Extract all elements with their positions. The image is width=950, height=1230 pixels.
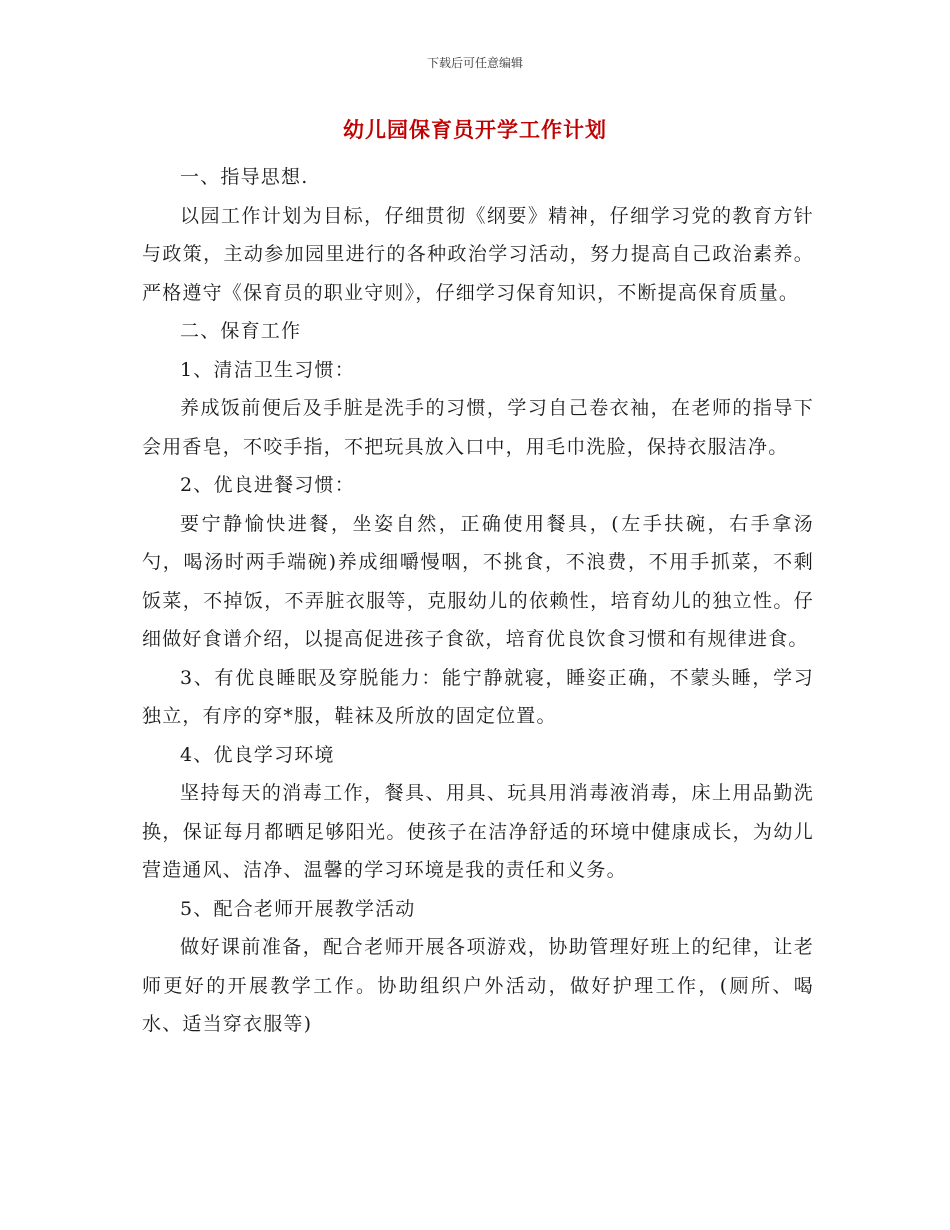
paragraph-teaching-support: 做好课前准备，配合老师开展各项游戏，协助管理好班上的纪律，让老师更好的开展教学工作。协助组织户外活动，做好护理工作，(厕所、喝水、适当穿衣服等) <box>142 936 814 1035</box>
paragraph-guiding-thought: 以园工作计划为目标，仔细贯彻《纲要》精神，仔细学习党的教育方针与政策，主动参加园里进行的各种政治学习活动，努力提高自己政治素养。严格遵守《保育员的职业守则》，仔细学习保育知识，不断提高保育质量。 <box>142 204 814 304</box>
subheading-eating-habits: 2、优良进餐习惯： <box>180 474 355 496</box>
paragraph-hygiene-habits: 养成饭前便后及手脏是洗手的习惯，学习自己卷衣袖，在老师的指导下会用香皂，不咬手指，不把玩具放入口中，用毛巾洗脸，保持衣服洁净。 <box>142 397 814 458</box>
document-title: 幼儿园保育员开学工作计划 <box>343 118 607 142</box>
paragraph-eating-habits: 要宁静愉快进餐，坐姿自然，正确使用餐具，(左手扶碗，右手拿汤勺，喝汤时两手端碗)养成细嚼慢咽，不挑食，不浪费，不用手抓菜，不剩饭菜，不掉饭，不弄脏衣服等，克服幼儿的依赖性，培育幼儿的独立性。仔细做好食谱介绍，以提高促进孩子食欲，培育优良饮食习惯和有规律进食。 <box>142 512 814 650</box>
subheading-teaching-support: 5、配合老师开展教学活动 <box>180 897 416 920</box>
header-note: 下载后可任意编辑 <box>426 56 523 70</box>
subheading-hygiene-habits: 1、清洁卫生习惯： <box>180 358 355 381</box>
section-heading-care-work: 二、保育工作 <box>180 320 302 342</box>
section-heading-guiding-thought: 一、指导思想. <box>180 166 309 188</box>
subheading-learning-environment: 4、优良学习环境 <box>180 743 335 766</box>
document-body <box>142 158 814 1044</box>
paragraph-sleep-dressing: 3、有优良睡眠及穿脱能力：能宁静就寝，睡姿正确，不蒙头睡，学习独立，有序的穿*服，鞋袜及所放的固定位置。 <box>142 666 814 727</box>
paragraph-learning-environment: 坚持每天的消毒工作，餐具、用具、玩具用消毒液消毒，床上用品勤洗换，保证每月都晒足够阳光。使孩子在洁净舒适的环境中健康成长，为幼儿营造通风、洁净、温馨的学习环境是我的责任和义务。 <box>142 782 814 881</box>
